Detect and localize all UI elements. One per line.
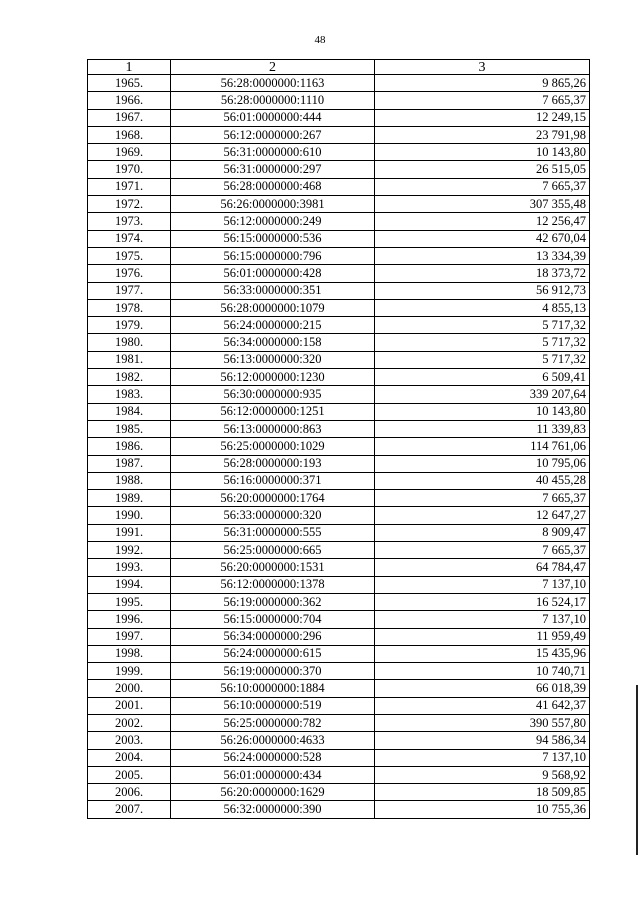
value-cell: 11 959,49 [375,628,590,645]
value-cell: 6 509,41 [375,369,590,386]
value-cell: 5 717,32 [375,351,590,368]
table-header-row [88,60,590,75]
row-number-cell: 1976. [88,265,171,282]
cadastral-number-cell: 56:16:0000000:371 [171,472,375,489]
table-row [88,472,590,489]
row-number-cell: 1988. [88,472,171,489]
row-number-cell: 1968. [88,126,171,143]
row-number-cell: 1972. [88,196,171,213]
value-cell: 10 143,80 [375,144,590,161]
table-row [88,334,590,351]
value-cell: 9 865,26 [375,75,590,92]
value-cell: 7 665,37 [375,542,590,559]
row-number-cell: 1977. [88,282,171,299]
cadastral-number-cell: 56:12:0000000:1230 [171,369,375,386]
cadastral-number-cell: 56:12:0000000:267 [171,126,375,143]
row-number-cell: 2004. [88,749,171,766]
value-cell: 41 642,37 [375,697,590,714]
column-header-number: 1 [88,60,171,75]
table-row [88,611,590,628]
table-row [88,784,590,801]
cadastral-number-cell: 56:15:0000000:796 [171,247,375,264]
value-cell: 7 137,10 [375,749,590,766]
value-cell: 7 665,37 [375,490,590,507]
cadastral-number-cell: 56:28:0000000:468 [171,178,375,195]
cadastral-number-cell: 56:28:0000000:193 [171,455,375,472]
table-row [88,714,590,731]
value-cell: 64 784,47 [375,559,590,576]
table-row [88,299,590,316]
value-cell: 10 795,06 [375,455,590,472]
table-row [88,75,590,92]
row-number-cell: 2001. [88,697,171,714]
table-row [88,230,590,247]
cadastral-number-cell: 56:12:0000000:1251 [171,403,375,420]
row-number-cell: 1967. [88,109,171,126]
table-row [88,178,590,195]
cadastral-number-cell: 56:24:0000000:528 [171,749,375,766]
row-number-cell: 1987. [88,455,171,472]
row-number-cell: 2005. [88,766,171,783]
row-number-cell: 1996. [88,611,171,628]
row-number-cell: 1997. [88,628,171,645]
row-number-cell: 1991. [88,524,171,541]
table-row [88,144,590,161]
table-row [88,697,590,714]
value-cell: 13 334,39 [375,247,590,264]
row-number-cell: 1966. [88,92,171,109]
value-cell: 7 665,37 [375,92,590,109]
value-cell: 16 524,17 [375,593,590,610]
cadastral-number-cell: 56:24:0000000:215 [171,317,375,334]
table-row [88,507,590,524]
table-row [88,680,590,697]
table-row [88,593,590,610]
value-cell: 40 455,28 [375,472,590,489]
cadastral-number-cell: 56:26:0000000:4633 [171,732,375,749]
cadastral-number-cell: 56:15:0000000:704 [171,611,375,628]
cadastral-number-cell: 56:10:0000000:519 [171,697,375,714]
row-number-cell: 1986. [88,438,171,455]
row-number-cell: 1971. [88,178,171,195]
table-row [88,126,590,143]
cadastral-number-cell: 56:33:0000000:351 [171,282,375,299]
cadastral-number-cell: 56:01:0000000:428 [171,265,375,282]
table-row [88,801,590,818]
row-number-cell: 1969. [88,144,171,161]
value-cell: 18 509,85 [375,784,590,801]
table-row [88,403,590,420]
row-number-cell: 2006. [88,784,171,801]
cadastral-number-cell: 56:33:0000000:320 [171,507,375,524]
column-header-value: 3 [375,60,590,75]
table-row [88,282,590,299]
table-row [88,576,590,593]
cadastral-number-cell: 56:19:0000000:370 [171,663,375,680]
cadastral-number-cell: 56:20:0000000:1629 [171,784,375,801]
row-number-cell: 1983. [88,386,171,403]
table-row [88,196,590,213]
row-number-cell: 1978. [88,299,171,316]
cadastral-number-cell: 56:15:0000000:536 [171,230,375,247]
cadastral-number-cell: 56:19:0000000:362 [171,593,375,610]
value-cell: 12 647,27 [375,507,590,524]
cadastral-number-cell: 56:25:0000000:1029 [171,438,375,455]
table-row [88,161,590,178]
table-row [88,265,590,282]
cadastral-number-cell: 56:31:0000000:555 [171,524,375,541]
cadastral-number-cell: 56:31:0000000:610 [171,144,375,161]
value-cell: 7 665,37 [375,178,590,195]
value-cell: 10 143,80 [375,403,590,420]
cadastral-number-cell: 56:28:0000000:1079 [171,299,375,316]
cadastral-number-cell: 56:12:0000000:1378 [171,576,375,593]
cadastral-number-cell: 56:13:0000000:320 [171,351,375,368]
row-number-cell: 1981. [88,351,171,368]
table-row [88,109,590,126]
cadastral-number-cell: 56:13:0000000:863 [171,420,375,437]
table-row [88,92,590,109]
row-number-cell: 1974. [88,230,171,247]
cadastral-number-cell: 56:20:0000000:1764 [171,490,375,507]
value-cell: 18 373,72 [375,265,590,282]
row-number-cell: 1999. [88,663,171,680]
table-row [88,542,590,559]
value-cell: 66 018,39 [375,680,590,697]
cadastral-number-cell: 56:25:0000000:782 [171,714,375,731]
value-cell: 42 670,04 [375,230,590,247]
value-cell: 307 355,48 [375,196,590,213]
value-cell: 9 568,92 [375,766,590,783]
row-number-cell: 1989. [88,490,171,507]
value-cell: 114 761,06 [375,438,590,455]
value-cell: 5 717,32 [375,317,590,334]
value-cell: 4 855,13 [375,299,590,316]
row-number-cell: 1990. [88,507,171,524]
row-number-cell: 1998. [88,645,171,662]
table-row [88,455,590,472]
table-row [88,490,590,507]
row-number-cell: 1970. [88,161,171,178]
row-number-cell: 2007. [88,801,171,818]
column-header-cadastral: 2 [171,60,375,75]
row-number-cell: 2003. [88,732,171,749]
row-number-cell: 1979. [88,317,171,334]
value-cell: 390 557,80 [375,714,590,731]
table-row [88,386,590,403]
row-number-cell: 1993. [88,559,171,576]
cadastral-number-cell: 56:12:0000000:249 [171,213,375,230]
table-row [88,663,590,680]
value-cell: 23 791,98 [375,126,590,143]
page-number: 48 [314,34,326,46]
scan-edge-mark [636,685,638,855]
value-cell: 11 339,83 [375,420,590,437]
table-row [88,438,590,455]
cadastral-number-cell: 56:34:0000000:296 [171,628,375,645]
cadastral-number-cell: 56:28:0000000:1110 [171,92,375,109]
cadastral-number-cell: 56:32:0000000:390 [171,801,375,818]
table-row [88,351,590,368]
row-number-cell: 2002. [88,714,171,731]
value-cell: 26 515,05 [375,161,590,178]
row-number-cell: 1982. [88,369,171,386]
value-cell: 10 740,71 [375,663,590,680]
table-row [88,749,590,766]
row-number-cell: 1984. [88,403,171,420]
cadastral-number-cell: 56:28:0000000:1163 [171,75,375,92]
table-body [88,75,590,819]
cadastral-number-cell: 56:34:0000000:158 [171,334,375,351]
value-cell: 12 256,47 [375,213,590,230]
cadastral-number-cell: 56:26:0000000:3981 [171,196,375,213]
value-cell: 10 755,36 [375,801,590,818]
row-number-cell: 1985. [88,420,171,437]
table-row [88,524,590,541]
table-row [88,317,590,334]
row-number-cell: 1980. [88,334,171,351]
table-row [88,420,590,437]
cadastral-number-cell: 56:30:0000000:935 [171,386,375,403]
cadastral-number-cell: 56:01:0000000:434 [171,766,375,783]
row-number-cell: 1994. [88,576,171,593]
value-cell: 56 912,73 [375,282,590,299]
table-row [88,732,590,749]
row-number-cell: 1995. [88,593,171,610]
table-row [88,213,590,230]
cadastral-number-cell: 56:01:0000000:444 [171,109,375,126]
row-number-cell: 1965. [88,75,171,92]
cadastral-number-cell: 56:20:0000000:1531 [171,559,375,576]
value-cell: 94 586,34 [375,732,590,749]
row-number-cell: 2000. [88,680,171,697]
value-cell: 339 207,64 [375,386,590,403]
cadastral-number-cell: 56:10:0000000:1884 [171,680,375,697]
value-cell: 7 137,10 [375,611,590,628]
table-row [88,247,590,264]
table-row [88,559,590,576]
table-row [88,369,590,386]
cadastral-number-cell: 56:24:0000000:615 [171,645,375,662]
table-row [88,628,590,645]
parcel-table [87,59,590,819]
value-cell: 12 249,15 [375,109,590,126]
cadastral-number-cell: 56:31:0000000:297 [171,161,375,178]
row-number-cell: 1992. [88,542,171,559]
value-cell: 8 909,47 [375,524,590,541]
table-row [88,645,590,662]
value-cell: 15 435,96 [375,645,590,662]
row-number-cell: 1973. [88,213,171,230]
cadastral-number-cell: 56:25:0000000:665 [171,542,375,559]
value-cell: 7 137,10 [375,576,590,593]
row-number-cell: 1975. [88,247,171,264]
value-cell: 5 717,32 [375,334,590,351]
table-row [88,766,590,783]
